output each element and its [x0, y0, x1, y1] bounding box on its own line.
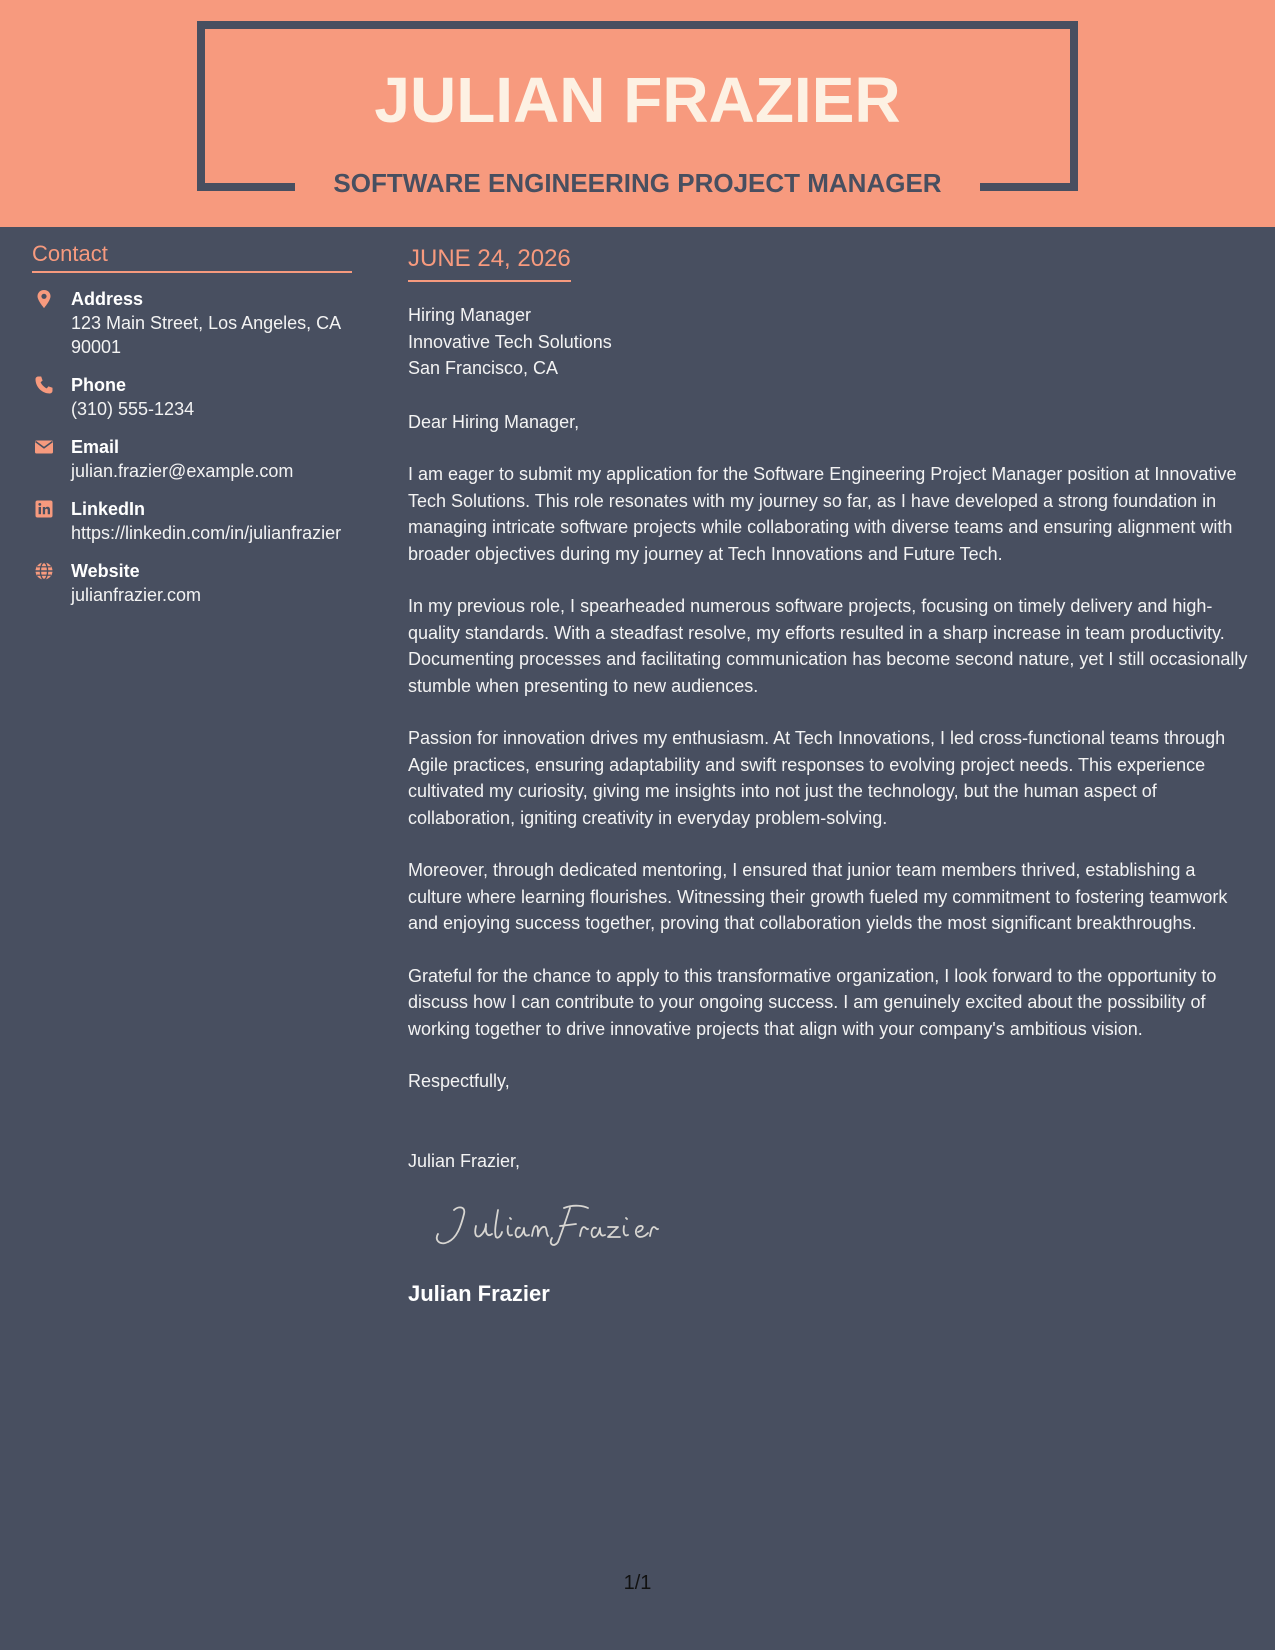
- contact-address: [32, 287, 352, 359]
- contact-value: julian.frazier@example.com: [71, 461, 294, 481]
- recipient-company: Innovative Tech Solutions: [408, 331, 612, 352]
- recipient-block: [408, 302, 1250, 382]
- applicant-name: JULIAN FRAZIER: [374, 64, 901, 136]
- contact-website: [32, 559, 352, 607]
- letter-body: [408, 244, 1250, 1309]
- contact-label: Email: [71, 437, 120, 457]
- globe-icon: [34, 561, 54, 581]
- closing: Respectfully,: [408, 1071, 510, 1091]
- handwritten-signature: [424, 1196, 664, 1256]
- envelope-icon: [34, 437, 54, 457]
- contact-label: Website: [71, 561, 140, 581]
- salutation: Dear Hiring Manager,: [408, 411, 580, 432]
- printed-name: Julian Frazier: [408, 1281, 550, 1306]
- contact-value: (310) 555-1234: [71, 399, 195, 419]
- location-pin-icon: [34, 289, 54, 309]
- contact-label: Phone: [71, 375, 127, 395]
- contact-label: LinkedIn: [71, 499, 146, 519]
- job-title: SOFTWARE ENGINEERING PROJECT MANAGER: [333, 168, 942, 198]
- paragraph: Passion for innovation drives my enthusiasm. At Tech Innovations, I led cross-functional teams through Agile practices, ensuring adaptability and swift responses to evolving project needs. This experience cultivated my curiosity, giving me insights into not just the technology, but the human aspect of collaboration, igniting creativity in everyday problem-solving.: [408, 728, 1226, 828]
- contact-heading: Contact: [32, 240, 352, 273]
- contact-linkedin: [32, 497, 352, 545]
- recipient-name: Hiring Manager: [408, 305, 532, 325]
- recipient-location: San Francisco, CA: [408, 358, 559, 378]
- contact-email: [32, 435, 352, 483]
- paragraph: Grateful for the chance to apply to this transformative organization, I look forward to the opportunity to discuss how I can contribute to your ongoing success. I am genuinely excited about the possibility of working together to drive innovative projects that align with your company's ambitious vision.: [408, 965, 1217, 1039]
- contact-phone: [32, 373, 352, 421]
- sign-off-name: Julian Frazier,: [408, 1150, 521, 1171]
- contact-value[interactable]: julianfrazier.com: [71, 585, 202, 605]
- contact-value: 123 Main Street, Los Angeles, CA 90001: [71, 313, 341, 357]
- contact-value[interactable]: https://linkedin.com/in/julianfrazier: [71, 523, 342, 543]
- phone-icon: [34, 375, 54, 395]
- contact-label: Address: [71, 289, 144, 309]
- paragraph: Moreover, through dedicated mentoring, I ensured that junior team members thrived, establishing a culture where learning flourishes. Witnessing their growth fueled my commitment to fostering teamwork and enjoying success together, proving that collaboration yields the most significant breakthroughs.: [408, 860, 1228, 933]
- paragraph: In my previous role, I spearheaded numerous software projects, focusing on timely delivery and high-quality standards. With a steadfast resolve, my efforts resulted in a sharp increase in team productivity. Documenting processes and facilitating communication has become second nature, yet I still occasionally stumble when presenting to new audiences.: [408, 596, 1248, 696]
- letter-date: JUNE 24, 2026: [408, 244, 571, 282]
- page-indicator: 1/1: [623, 1572, 652, 1594]
- header-banner: [0, 0, 1275, 227]
- linkedin-icon: [34, 499, 54, 519]
- paragraph: I am eager to submit my application for the Software Engineering Project Manager position at Innovative Tech Solutions. This role resonates with my journey so far, as I have developed a strong foundation in managing intricate software projects while collaborating with diverse teams and ensuring alignment with broader objectives during my journey at Tech Innovations and Future Tech.: [408, 464, 1237, 564]
- contact-sidebar: [32, 240, 352, 607]
